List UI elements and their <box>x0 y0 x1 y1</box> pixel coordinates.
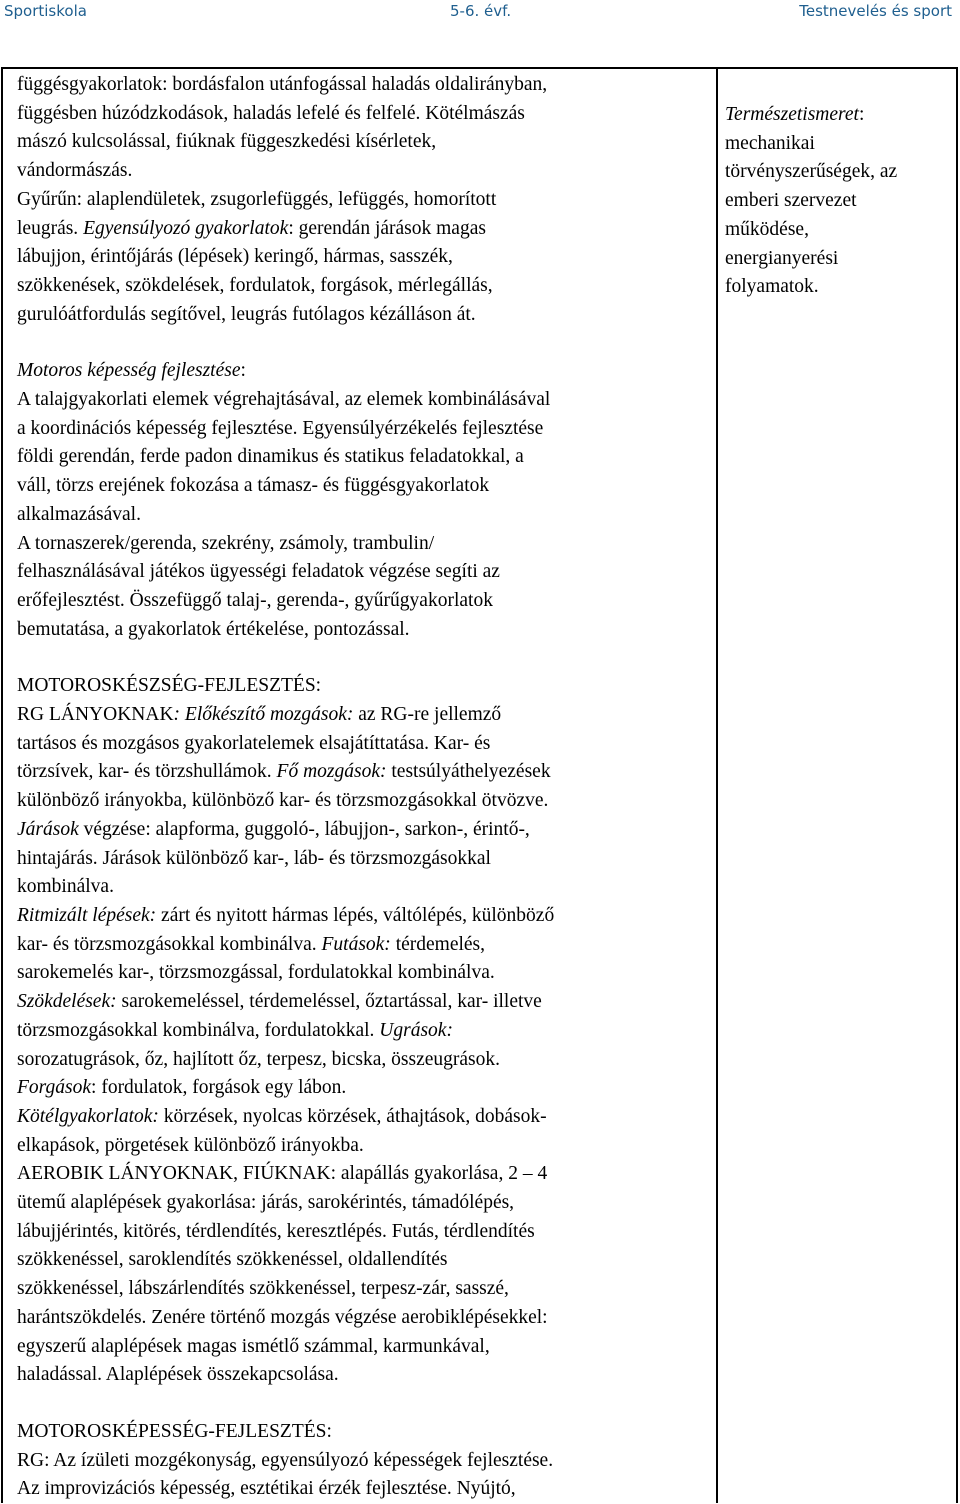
text-fragment: az RG-re jellemző <box>353 704 502 726</box>
text-line: gurulóátfordulás segítővel, leugrás futólagos kézálláson át. <box>17 303 476 325</box>
paragraph-gymnastics <box>17 71 707 329</box>
text-line: RG: Az ízületi mozgékonyság, egyensúlyozó képességek fejlesztése. <box>17 1449 554 1471</box>
side-title: Természetismeret <box>725 104 859 125</box>
text-fragment: végzése: alapforma, guggoló-, lábujjon-, sarkon-, érintő-, <box>78 818 530 840</box>
text-line: függésben húzódzkodások, haladás lefelé és felfelé. Kötélmászás <box>17 102 525 124</box>
text-fragment: sarokemeléssel, térdemeléssel, őztartással, kar- illetve <box>116 991 542 1013</box>
text-line: működése, <box>725 218 809 240</box>
text-line: tartásos és mozgásos gyakorlatelemek elsajátíttatása. Kar- és <box>17 732 491 754</box>
text-line: sarokemelés kar-, törzsmozgással, fordulatokkal kombinálva. <box>17 962 495 984</box>
text-fragment: : <box>240 360 246 382</box>
header-school: Sportiskola <box>4 2 87 20</box>
term-hops: Szökdelések: <box>17 991 117 1013</box>
text-fragment: : <box>858 104 865 125</box>
column-divider <box>716 69 718 1503</box>
text-line: harántszökdelés. Zenére történő mozgás végzése aerobiklépésekkel: <box>17 1306 548 1328</box>
text-line: erőfejlesztést. Összefüggő talaj-, gerenda-, gyűrűgyakorlatok <box>17 589 493 611</box>
text-line: emberi szervezet <box>725 190 857 212</box>
text-line: szökkenéssel, lábszárlendítés szökkenéssel, terpesz-zár, sasszé, <box>17 1278 509 1300</box>
text-line: bemutatása, a gyakorlatok értékelése, pontozással. <box>17 618 410 640</box>
text-fragment: körzések, nyolcas körzések, áthajtások, dobások- <box>158 1105 547 1127</box>
text-line: különböző irányokba, különböző kar- és törzsmozgásokkal ötvözve. <box>17 790 549 812</box>
text-line: mechanikai <box>725 132 815 154</box>
text-line: vándormászás. <box>17 160 133 182</box>
term-rhythmic-steps: Ritmizált lépések: <box>17 904 157 926</box>
text-line: mászó kulcsolással, fiúknak függeszkedési kísérletek, <box>17 131 437 153</box>
term-turns: Forgások <box>17 1077 92 1099</box>
paragraph-motor-ability <box>17 357 707 644</box>
text-line: elkapások, pörgetések különböző irányokba. <box>17 1134 364 1156</box>
text-fragment: törzsívek, kar- és törzshullámok. <box>17 761 277 783</box>
text-line: függésgyakorlatok: bordásfalon utánfogással haladás oldalirányban, <box>17 74 548 95</box>
text-line: egyszerű alaplépések magas ismétlő számmal, karmunkával, <box>17 1335 490 1357</box>
text-line: AEROBIK LÁNYOKNAK, FIÚKNAK: alapállás gyakorlása, 2 – 4 <box>17 1163 548 1185</box>
text-fragment: törzsmozgásokkal kombinálva, fordulatokkal. <box>17 1019 380 1041</box>
text-line: váll, törzs erejének fokozása a támasz- és függésgyakorlatok <box>17 475 490 497</box>
text-line: haladással. Alaplépések összekapcsolása. <box>17 1364 339 1386</box>
text-line: A tornaszerek/gerenda, szekrény, zsámoly, trambulin/ <box>17 532 435 554</box>
term-motor-ability: Motoros képesség fejlesztése <box>17 360 241 382</box>
term-jumps: Ugrások: <box>379 1019 453 1041</box>
term-rope-exercises: Kötélgyakorlatok: <box>17 1105 159 1127</box>
paragraph-motor-ability-development <box>17 1418 707 1504</box>
term-balance-exercises: Egyensúlyozó gyakorlatok <box>83 217 289 239</box>
section-heading-motor-ability: MOTOROSKÉPESSÉG-FEJLESZTÉS: <box>17 1420 332 1442</box>
text-fragment: testsúlyáthelyezések <box>386 761 551 783</box>
paragraph-motor-skill <box>17 672 707 1390</box>
text-line: lábujjon, érintőjárás (lépések) keringő, hármas, sasszék, <box>17 246 453 268</box>
curriculum-table <box>1 67 958 1503</box>
text-line: a koordinációs képesség fejlesztése. Egyensúlyérzékelés fejlesztése <box>17 417 544 439</box>
term-main-movements: Fő mozgások: <box>276 761 387 783</box>
text-line: Az improvizációs képesség, esztétikai érzék fejlesztése. Nyújtó, <box>17 1478 516 1500</box>
term-runs: Futások: <box>321 933 391 955</box>
text-line: A talajgyakorlati elemek végrehajtásával, az elemek kombinálásával <box>17 389 551 411</box>
text-line: szökkenések, szökdelések, fordulatok, forgások, mérlegállás, <box>17 274 493 296</box>
term-walks: Járások <box>17 818 79 840</box>
side-column <box>725 101 953 302</box>
text-line: alkalmazásával. <box>17 503 141 525</box>
text-line: kombinálva. <box>17 876 114 898</box>
text-line: szökkenéssel, saroklendítés szökkenéssel, oldallendítés <box>17 1249 448 1271</box>
text-fragment: : gerendán járások magas <box>288 217 486 239</box>
header-subject: Testnevelés és sport <box>799 2 952 20</box>
text-line: törvényszerűségek, az <box>725 161 898 183</box>
cross-curricular-note <box>725 101 953 302</box>
header-grade: 5-6. évf. <box>450 2 512 20</box>
text-fragment: : fordulatok, forgások egy lábon. <box>91 1077 347 1099</box>
text-fragment: zárt és nyitott hármas lépés, váltólépés, különböző <box>156 904 555 926</box>
text-line: földi gerendán, ferde padon dinamikus és statikus feladatokkal, a <box>17 446 524 468</box>
text-fragment: RG LÁNYOKNAK <box>17 704 174 726</box>
section-heading-motor-skill: MOTOROSKÉSZSÉG-FEJLESZTÉS: <box>17 675 322 697</box>
text-line: ütemű alaplépések gyakorlása: járás, sarokérintés, támadólépés, <box>17 1192 515 1214</box>
text-fragment: térdemelés, <box>390 933 486 955</box>
text-line: folyamatok. <box>725 276 819 298</box>
text-line: energianyerési <box>725 247 839 269</box>
text-fragment: kar- és törzsmozgásokkal kombinálva. <box>17 933 322 955</box>
text-line: Gyűrűn: alaplendületek, zsugorlefüggés, lefüggés, homorított <box>17 188 497 210</box>
text-line: sorozatugrások, őz, hajlított őz, terpesz, bicska, összeugrások. <box>17 1048 501 1070</box>
text-line: hintajárás. Járások különböző kar-, láb- és törzsmozgásokkal <box>17 847 491 869</box>
term-preparatory: : Előkészítő mozgások: <box>173 704 354 726</box>
main-column <box>17 71 707 1504</box>
text-fragment: leugrás. <box>17 217 84 239</box>
text-line: felhasználásával játékos ügyességi feladatok végzése segíti az <box>17 561 500 583</box>
page-header <box>0 0 960 34</box>
text-line: lábujjérintés, kitörés, térdlendítés, keresztlépés. Futás, térdlendítés <box>17 1220 535 1242</box>
